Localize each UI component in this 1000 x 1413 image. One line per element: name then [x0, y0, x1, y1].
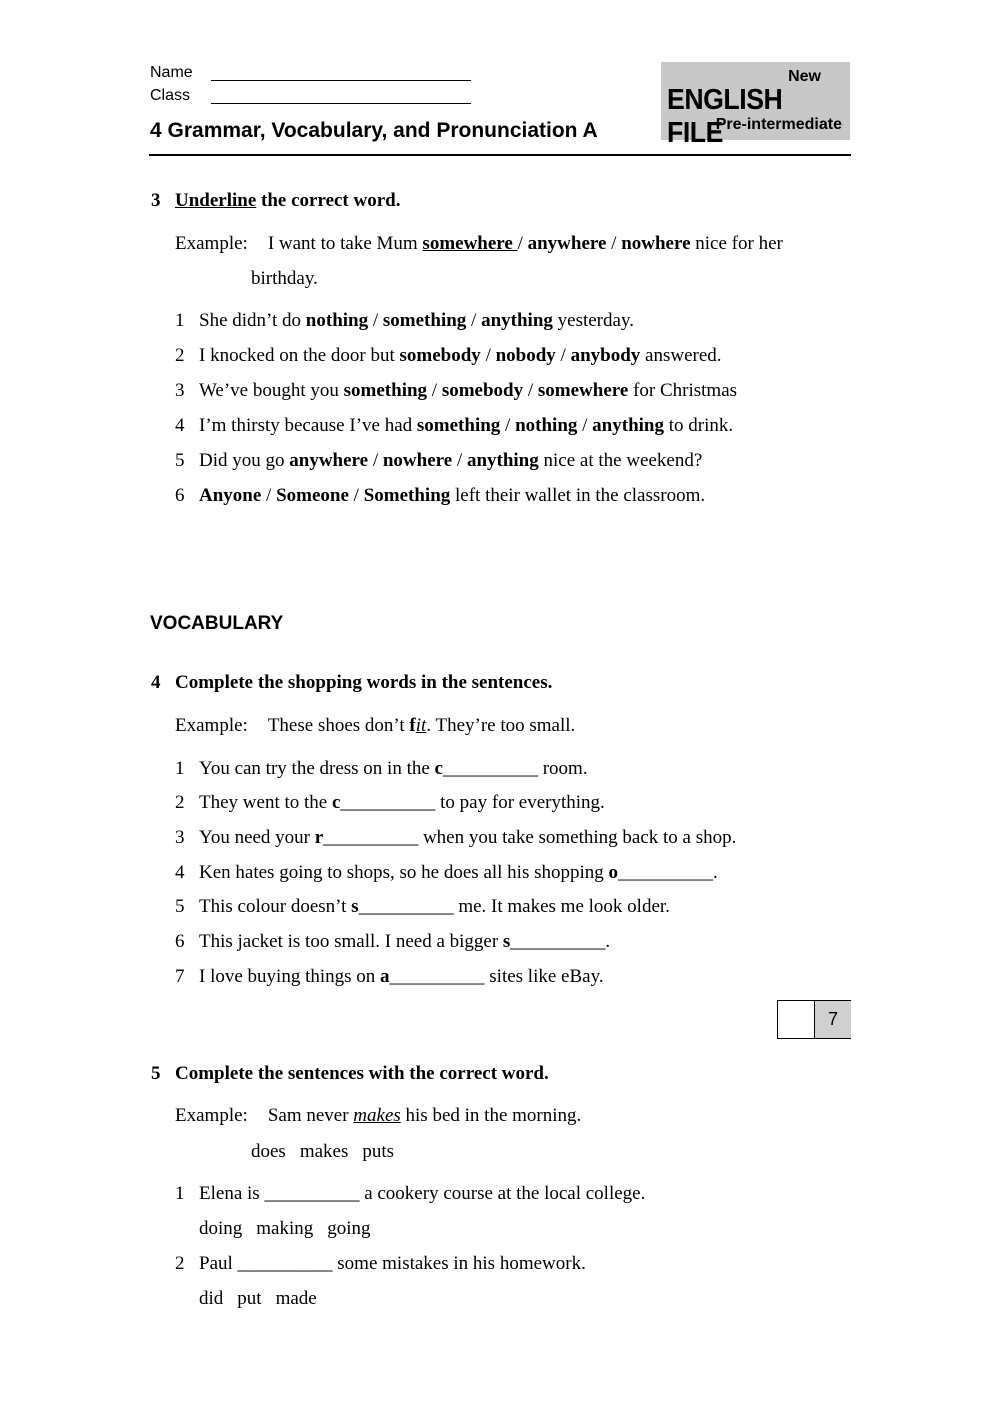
item-text: room. — [537, 758, 588, 779]
logo-new-text: New — [788, 68, 821, 85]
item-text: We’ve bought you — [199, 380, 344, 401]
ex4-item — [175, 792, 605, 814]
ex3-instr-rest: the correct word. — [256, 190, 401, 211]
word-choice[interactable]: anything — [466, 450, 539, 471]
word-choice[interactable]: somebody — [441, 380, 524, 401]
ex4-item — [175, 896, 670, 918]
ex4-item — [175, 862, 718, 884]
item-text: You need your — [199, 827, 315, 848]
answer-blank[interactable]: __________ — [323, 827, 419, 848]
word-choice[interactable]: anything — [481, 310, 553, 331]
ex5-instr: Complete the sentences with the correct word. — [175, 1063, 549, 1084]
option-word[interactable]: made — [275, 1288, 317, 1309]
name-field[interactable] — [211, 80, 471, 81]
word-choice[interactable]: nothing — [305, 310, 369, 331]
item-text: to drink. — [663, 415, 734, 436]
item-text: sites like eBay. — [484, 966, 604, 987]
item-text: me. It makes me look older. — [453, 896, 670, 917]
ex4-item — [175, 827, 736, 849]
example-answer: somewhere — [422, 233, 518, 254]
page-title: 4 Grammar, Vocabulary, and Pronunciation A — [150, 119, 598, 142]
item-text: Paul — [199, 1253, 238, 1274]
item-number: 3 — [175, 827, 185, 848]
item-text: This colour doesn’t — [199, 896, 352, 917]
header-divider — [149, 154, 851, 156]
answer-blank[interactable]: __________ — [264, 1183, 360, 1204]
word-choice[interactable]: nobody — [495, 345, 556, 366]
ex5-number: 5 — [151, 1063, 161, 1084]
item-number: 5 — [175, 896, 185, 917]
ex3-item: 4 I’m thirsty because I’ve had something / nothing / anything to drink. — [175, 415, 734, 436]
answer-blank[interactable]: __________ — [618, 862, 714, 883]
answer-blank[interactable]: __________ — [442, 758, 538, 779]
word-choice[interactable]: something — [382, 310, 467, 331]
class-field[interactable] — [211, 103, 471, 104]
ex5-options — [199, 1218, 385, 1240]
item-number: 1 — [175, 1183, 185, 1204]
item-number: 4 — [175, 862, 185, 883]
ex3-item: 1 She didn’t do nothing / something / anything yesterday. — [175, 310, 634, 331]
word-choice[interactable]: Someone — [276, 485, 349, 506]
item-number: 2 — [175, 792, 185, 813]
word-choice[interactable]: something — [416, 415, 501, 436]
word-choice[interactable]: somebody — [399, 345, 481, 366]
item-text: I knocked on the door but — [199, 345, 400, 366]
option-word[interactable]: put — [237, 1288, 262, 1309]
ex3-item: 2 I knocked on the door but somebody / nobody / anybody answered. — [175, 345, 722, 366]
item-number: 6 — [175, 931, 185, 952]
first-letter: c — [434, 758, 443, 779]
first-letter: r — [314, 827, 324, 848]
item-number: 3 — [175, 380, 185, 401]
ex5-options — [199, 1288, 331, 1310]
answer-blank[interactable]: __________ — [389, 966, 485, 987]
ex3-example-line2: birthday. — [251, 268, 318, 289]
item-number: 2 — [175, 1253, 185, 1274]
option-word[interactable]: doing — [199, 1218, 243, 1239]
first-letter: a — [380, 966, 390, 987]
word-choice[interactable]: something — [343, 380, 428, 401]
word-choice[interactable]: nowhere — [382, 450, 453, 471]
item-text: a cookery course at the local college. — [359, 1183, 646, 1204]
first-letter: c — [331, 792, 341, 813]
english-file-logo — [661, 62, 850, 149]
ex3-item: 6 Anyone / Someone / Something left their wallet in the classroom. — [175, 485, 706, 506]
option-word[interactable]: making — [256, 1218, 314, 1239]
score-total: 7 — [814, 1001, 851, 1038]
ex3-example: Example: I want to take Mum somewhere / anywhere / nowhere nice for her — [175, 233, 783, 254]
item-number: 5 — [175, 450, 185, 471]
item-number: 7 — [175, 966, 185, 987]
ex3-number: 3 — [151, 190, 161, 211]
logo-main-text: ENGLISH FILE — [667, 84, 783, 149]
ex3-item: 3 We’ve bought you something / somebody / somewhere for Christmas — [175, 380, 738, 401]
item-text: yesterday. — [552, 310, 634, 331]
item-text: answered. — [640, 345, 722, 366]
item-number: 1 — [175, 310, 185, 331]
item-text: I’m thirsty because I’ve had — [199, 415, 417, 436]
example-label: Example: — [175, 233, 248, 254]
score-input[interactable] — [778, 1001, 814, 1038]
first-letter: s — [502, 931, 511, 952]
ex5-heading — [151, 1063, 549, 1085]
ex3-heading — [151, 190, 400, 212]
item-text: when you take something back to a shop. — [418, 827, 737, 848]
item-text: nice at the weekend? — [538, 450, 703, 471]
item-number: 1 — [175, 758, 185, 779]
answer-blank[interactable]: __________ — [510, 931, 606, 952]
class-label: Class — [150, 87, 191, 104]
ex4-example: Example: These shoes don’t fit. They’re too small. — [175, 715, 576, 736]
item-text: some mistakes in his homework. — [332, 1253, 586, 1274]
item-text: Ken hates going to shops, so he does all his shopping — [199, 862, 609, 883]
item-text: . — [605, 931, 611, 952]
answer-blank[interactable]: __________ — [237, 1253, 333, 1274]
ex4-item — [175, 966, 604, 988]
ex5-example-options: does makes puts — [251, 1141, 395, 1162]
answer-blank[interactable]: __________ — [340, 792, 436, 813]
item-text: Did you go — [199, 450, 290, 471]
word-choice[interactable]: Anyone — [199, 485, 262, 506]
item-text: to pay for everything. — [435, 792, 605, 813]
example-answer: makes — [353, 1105, 401, 1126]
ex4-item — [175, 758, 588, 780]
word-choice[interactable]: Something — [363, 485, 451, 506]
item-text: . — [713, 862, 718, 883]
score-box — [777, 1000, 851, 1039]
ex4-instr: Complete the shopping words in the sentences. — [175, 672, 553, 693]
ex5-example: Example: Sam never makes his bed in the morning. — [175, 1105, 582, 1126]
item-text: for Christmas — [628, 380, 738, 401]
word-choice[interactable]: anything — [592, 415, 664, 436]
item-text: Elena is — [199, 1183, 265, 1204]
item-text: I love buying things on — [199, 966, 381, 987]
word-choice[interactable]: nothing — [515, 415, 578, 436]
option-word[interactable]: did — [199, 1288, 224, 1309]
word-choice[interactable]: anybody — [570, 345, 641, 366]
logo-sub-text: Pre-intermediate — [715, 116, 842, 133]
item-number: 4 — [175, 415, 185, 436]
word-choice[interactable]: anywhere — [289, 450, 369, 471]
answer-blank[interactable]: __________ — [358, 896, 454, 917]
ex5-item — [175, 1253, 586, 1275]
name-label: Name — [150, 64, 193, 81]
ex3-instr-underlined: Underline — [175, 190, 257, 211]
ex4-number: 4 — [151, 672, 161, 693]
ex5-item — [175, 1183, 645, 1205]
item-text: This jacket is too small. I need a bigger — [199, 931, 503, 952]
item-text: left their wallet in the classroom. — [450, 485, 706, 506]
item-text: They went to the — [199, 792, 332, 813]
item-text: She didn’t do — [199, 310, 306, 331]
item-text: You can try the dress on in the — [199, 758, 435, 779]
word-choice[interactable]: somewhere — [537, 380, 629, 401]
ex3-item: 5 Did you go anywhere / nowhere / anything nice at the weekend? — [175, 450, 703, 471]
item-number: 6 — [175, 485, 185, 506]
first-letter: s — [351, 896, 359, 917]
item-number: 2 — [175, 345, 185, 366]
ex4-heading — [151, 672, 552, 694]
vocabulary-heading: VOCABULARY — [150, 613, 284, 634]
option-word[interactable]: going — [327, 1218, 371, 1239]
ex4-item — [175, 931, 610, 953]
first-letter: o — [608, 862, 619, 883]
